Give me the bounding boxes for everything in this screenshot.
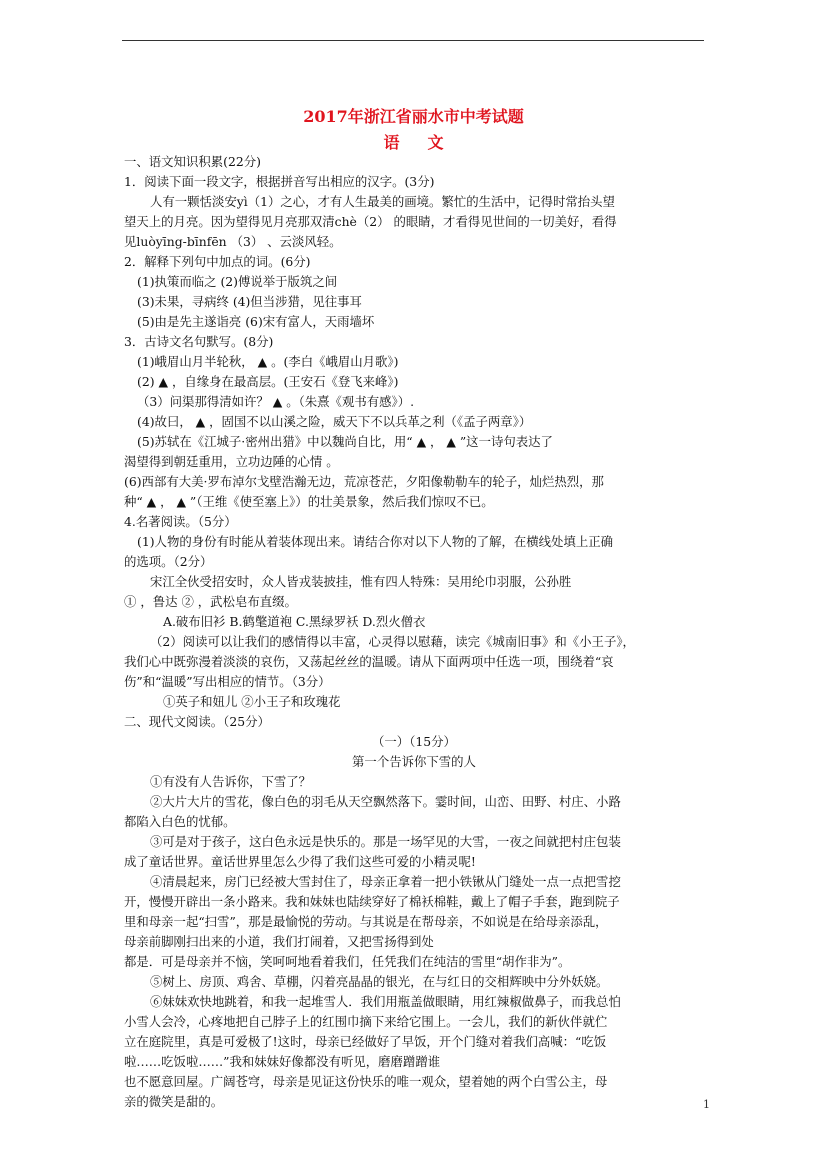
text-line: (3)未果，寻病终 (4)但当涉猎，见往事耳 xyxy=(137,294,362,309)
header-rule xyxy=(122,40,704,41)
text-line: （3）问渠那得清如许？ ▲ 。（朱熹《观书有感》）. xyxy=(137,394,415,409)
text-line: (5)由是先主遂诣亮 (6)宋有富人，天雨墙坏 xyxy=(137,314,375,329)
text-line: 里和母亲一起“扫雪”，那是最愉悦的劳动。与其说是在帮母亲，不如说是在给母亲添乱， xyxy=(124,914,608,929)
text-line: ④清晨起来，房门已经被大雪封住了，母亲正拿着一把小铁锹从门缝处一点一点把雪挖 xyxy=(150,874,621,889)
text-line: ③可是对于孩子，这白色永远是快乐的。那是一场罕见的大雪，一夜之间就把村庄包装 xyxy=(150,834,621,849)
text-line: ②大片大片的雪花，像白色的羽毛从天空飘然落下。霎时间，山峦、田野、村庄、小路 xyxy=(150,794,621,809)
text-line: 2．解释下列句中加点的词。(6分) xyxy=(124,254,311,269)
text-line: 一、语文知识积累(22分) xyxy=(124,154,261,169)
text-line: 种“ ▲ ， ▲ ”（王维《使至塞上》）的壮美景象，然后我们惊叹不已。 xyxy=(124,494,494,509)
text-line: 第一个告诉你下雪的人 xyxy=(352,754,476,769)
text-line: 开，慢慢开辟出一条小路来。我和妹妹也陆续穿好了棉袄棉鞋，戴上了帽子手套，跑到院子 xyxy=(124,894,620,909)
text-line: 都是．可是母亲并不恼，笑呵呵地看着我们，任凭我们在纯洁的雪里“胡作非为”。 xyxy=(124,954,571,969)
text-line: ① ，鲁达 ② ，武松皂布直缀。 xyxy=(124,594,297,609)
text-line: 我们心中既弥漫着淡淡的哀伤，又荡起丝丝的温暖。请从下面两项中任选一项，围绕着“哀 xyxy=(124,654,614,669)
text-line: 4.名著阅读。（5分） xyxy=(124,514,237,529)
text-line: 亲的微笑是甜的。 xyxy=(124,1094,224,1109)
text-line: 啦……吃饭啦……”我和妹妹好像都没有听见，磨磨蹭蹭谁 xyxy=(124,1054,441,1069)
text-line: （一）（15分） xyxy=(372,734,456,749)
text-line: 望天上的月亮。因为望得见月亮那双清chè（2） 的眼睛，才看得见世间的一切美好，看得 xyxy=(124,214,617,229)
exam-title: 2017年浙江省丽水市中考试题 xyxy=(303,107,524,126)
text-line: (6)西部有大美·罗布淖尔戈壁浩瀚无边，荒凉苍茫，夕阳像勒勒车的轮子，灿烂热烈，那 xyxy=(124,474,604,489)
text-line: (1)人物的身份有时能从着装体现出来。请结合你对以下人物的了解，在横线处填上正确 xyxy=(137,534,614,549)
text-line: (2) ▲ ，自缘身在最高层。(王安石《登飞来峰》) xyxy=(137,374,399,389)
text-line: 伤”和“温暖”写出相应的情节。（3分） xyxy=(124,674,331,689)
text-line: ⑥妹妹欢快地跳着，和我一起堆雪人．我们用瓶盖做眼睛，用红辣椒做鼻子，而我总怕 xyxy=(150,994,621,1009)
text-line: 1．阅读下面一段文字，根据拼音写出相应的汉字。(3分) xyxy=(124,174,435,189)
text-line: 小雪人会冷，心疼地把自己脖子上的红围巾摘下来给它围上。一会儿，我们的新伙伴就伫 xyxy=(124,1014,608,1029)
page-number: 1 xyxy=(703,1098,710,1111)
text-line: 二、现代文阅读。（25分） xyxy=(124,714,270,729)
text-line: ⑤树上、房顶、鸡舍、草棚，闪着亮晶晶的银光，在与红日的交相辉映中分外妖娆。 xyxy=(150,974,609,989)
text-line: 人有一颗恬淡安yì（1）之心，才有人生最美的画境。繁忙的生活中，记得时常抬头望 xyxy=(150,194,615,209)
text-line: A.破布旧衫 B.鹤氅道袍 C.黑绿罗袄 D.烈火僧衣 xyxy=(163,614,426,629)
text-line: 都陷入白色的忧郁。 xyxy=(124,814,236,829)
subject-title: 语文 xyxy=(383,133,472,152)
exam-body xyxy=(124,152,704,1112)
text-line: ①英子和妞儿 ②小王子和玫瑰花 xyxy=(163,694,341,709)
text-line: (5)苏轼在《江城子·密州出猎》中以魏尚自比，用“ ▲ ， ▲ ”这一诗句表达了 xyxy=(137,434,553,449)
text-line: 见luòyīng-bīnfēn （3） 、云淡风轻。 xyxy=(124,234,342,249)
text-line: 也不愿意回屋。广阔苍穹，母亲是见证这份快乐的唯一观众，望着她的两个白雪公主，母 xyxy=(124,1074,608,1089)
text-line: 母亲前脚刚扫出来的小道，我们打闹着，又把雪扬得到处 xyxy=(124,934,434,949)
text-line: 渴望得到朝廷重用，立功边陲的心情 。 xyxy=(124,454,339,469)
text-line: 3．古诗文名句默写。(8分) xyxy=(124,334,274,349)
text-line: （2）阅读可以让我们的感情得以丰富，心灵得以慰藉，读完《城南旧事》和《小王子》， xyxy=(150,634,635,649)
text-line: (1)执策而临之 (2)傅说举于版筑之间 xyxy=(137,274,338,289)
text-line: 立在庭院里，真是可爱极了!这时，母亲已经做好了早饭，开个门缝对着我们高喊：“吃饭 xyxy=(124,1034,607,1049)
text-line: (1)峨眉山月半轮秋， ▲ 。(李白《峨眉山月歌》) xyxy=(137,354,399,369)
text-line: 的选项。（2分） xyxy=(124,554,213,569)
text-line: 成了童话世界。童话世界里怎么少得了我们这些可爱的小精灵呢! xyxy=(124,854,476,869)
text-line: 宋江全伙受招安时，众人皆戎装披挂，惟有四人特殊：吴用纶巾羽服，公孙胜 xyxy=(150,574,572,589)
text-line: ①有没有人告诉你，下雪了？ xyxy=(150,774,312,789)
text-line: (4)故曰， ▲ ，固国不以山溪之险，威天下不以兵革之利（《孟子两章》） xyxy=(137,414,532,429)
